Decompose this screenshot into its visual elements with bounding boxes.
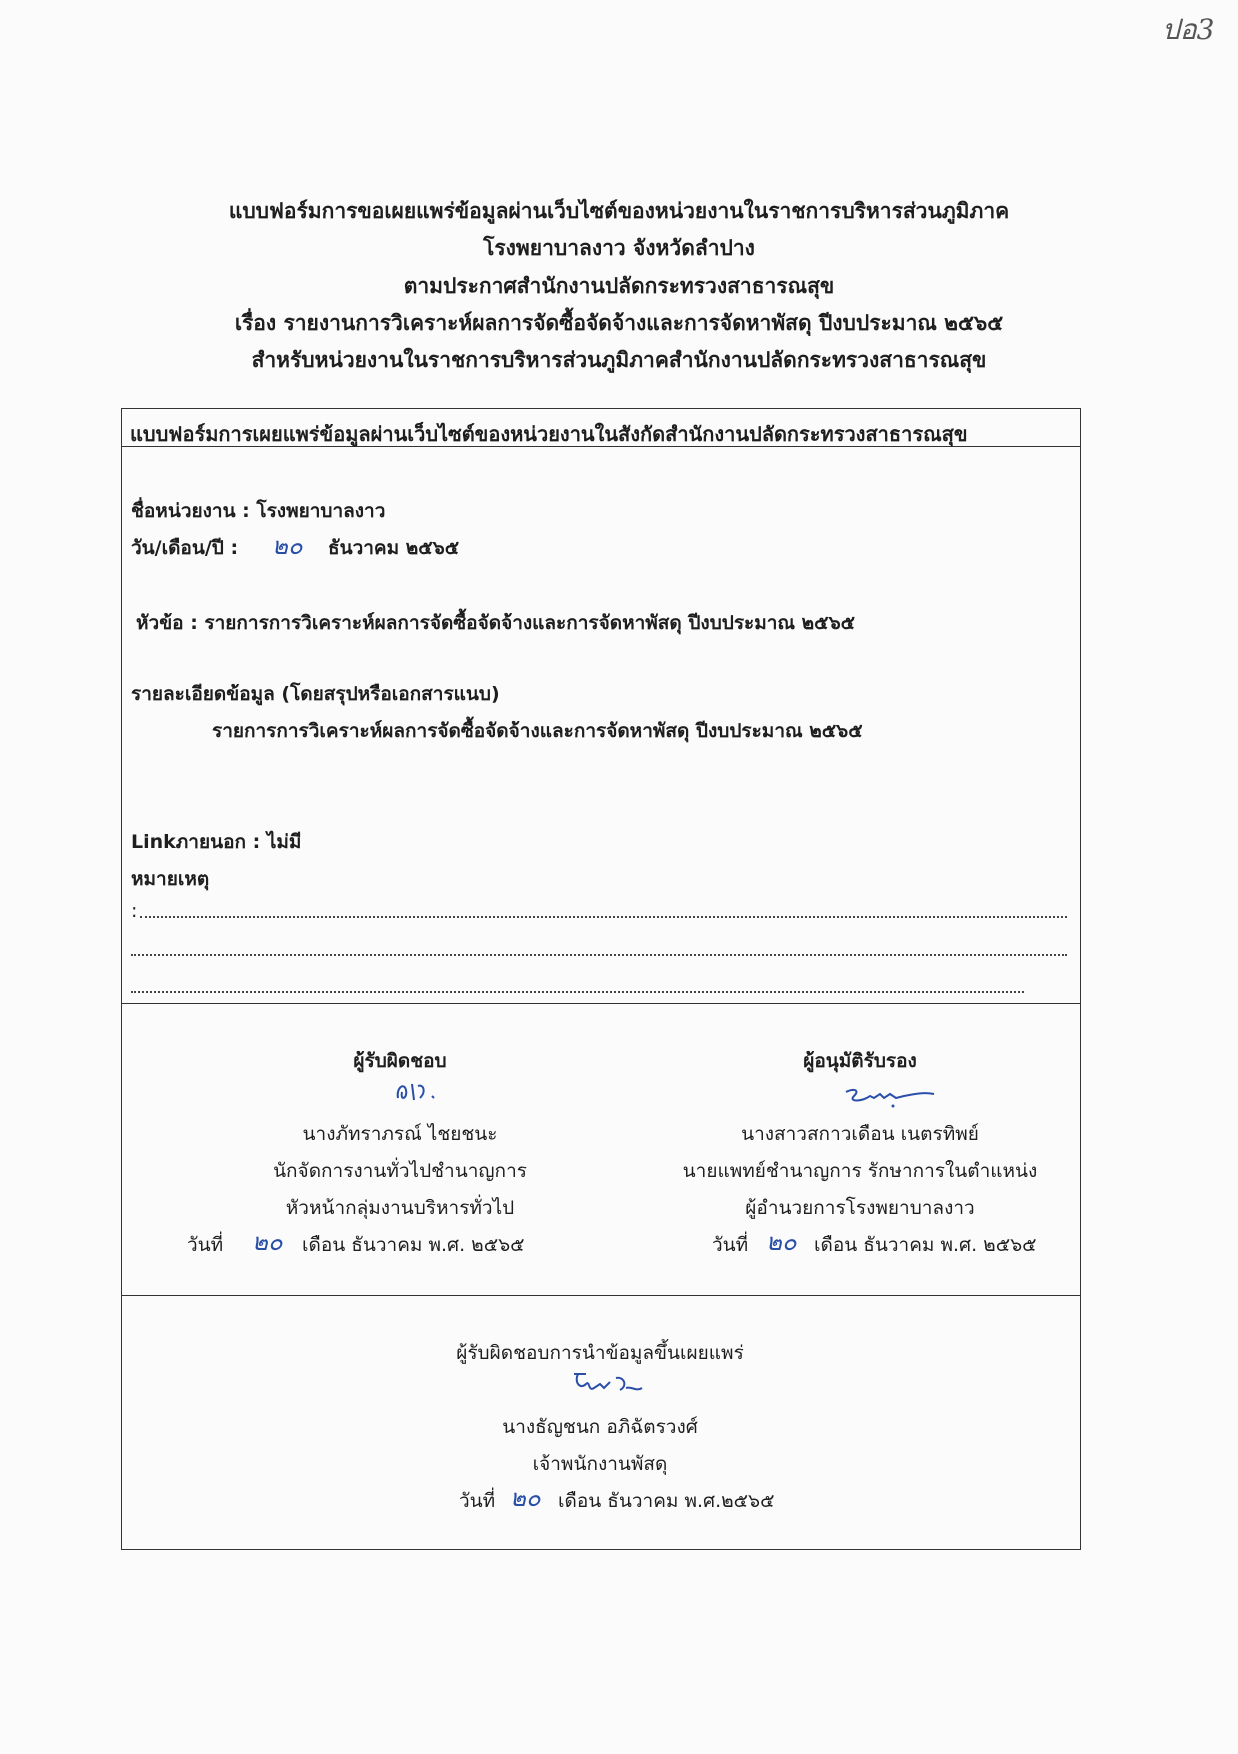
external-link-line: Linkภายนอก : ไม่มี	[131, 831, 302, 853]
responsible-date-handwritten: ๒๐	[252, 1228, 283, 1256]
publisher-date-prefix: วันที่	[459, 1490, 496, 1512]
publisher-title: ผู้รับผิดชอบการนำข้อมูลขึ้นเผยแพร่	[456, 1342, 744, 1364]
approver-date-rest: เดือน ธันวาคม พ.ศ. ๒๕๖๕	[814, 1234, 1037, 1256]
topic-line: หัวข้อ : รายการการวิเคราะห์ผลการจัดซื้อจัดจ้างและการจัดหาพัสดุ ปีงบประมาณ ๒๕๖๕	[136, 612, 856, 634]
date-label: วัน/เดือน/ปี :	[131, 537, 239, 559]
responsible-name: นางภัทราภรณ์ ไชยชนะ	[302, 1123, 498, 1145]
header-line-1: แบบฟอร์มการขอเผยแพร่ข้อมูลผ่านเว็บไซต์ของหน่วยงานในราชการบริหารส่วนภูมิภาค	[228, 199, 1010, 223]
detail-label: รายละเอียดข้อมูล (โดยสรุปหรือเอกสารแนบ)	[131, 683, 500, 705]
header-line-3: ตามประกาศสำนักงานปลัดกระทรวงสาธารณสุข	[403, 274, 835, 298]
detail-text: รายการการวิเคราะห์ผลการจัดซื้อจัดจ้างและการจัดหาพัสดุ ปีงบประมาณ ๒๕๖๕	[212, 720, 863, 742]
approver-title: ผู้อนุมัติรับรอง	[803, 1050, 917, 1072]
approver-signature	[840, 1084, 940, 1110]
remark-dotted-line-2	[131, 954, 1067, 956]
section-divider-2	[121, 1295, 1081, 1296]
approver-name: นางสาวสกาวเดือน เนตรทิพย์	[741, 1123, 979, 1145]
publisher-name: นางธัญชนก อภิฉัตรวงศ์	[502, 1416, 698, 1438]
publisher-position: เจ้าพนักงานพัสดุ	[532, 1453, 668, 1475]
section-divider-1	[121, 1003, 1081, 1004]
header-line-4: เรื่อง รายงานการวิเคราะห์ผลการจัดซื้อจัดจ้างและการจัดหาพัสดุ ปีงบประมาณ ๒๕๖๕	[234, 311, 1004, 335]
approver-position-1: นายแพทย์ชำนาญการ รักษาการในตำแหน่ง	[682, 1160, 1038, 1182]
responsible-title: ผู้รับผิดชอบ	[353, 1050, 447, 1072]
date-month-year: ธันวาคม ๒๕๖๕	[328, 537, 460, 559]
remark-dotted-line-1	[140, 916, 1067, 918]
approver-date-prefix: วันที่	[712, 1234, 749, 1256]
header-line-5: สำหรับหน่วยงานในราชการบริหารส่วนภูมิภาคสำนักงานปลัดกระทรวงสาธารณสุข	[251, 348, 987, 372]
header-line-2: โรงพยาบาลงาว จังหวัดลำปาง	[483, 236, 755, 260]
publisher-signature	[566, 1368, 650, 1398]
agency-line: ชื่อหน่วยงาน : โรงพยาบาลงาว	[131, 500, 386, 522]
responsible-date-prefix: วันที่	[187, 1234, 224, 1256]
approver-date-handwritten: ๒๐	[766, 1228, 797, 1256]
remark-dotted-line-3	[131, 991, 1024, 993]
date-day-handwritten: ๒๐	[272, 532, 303, 560]
responsible-position-1: นักจัดการงานทั่วไปชำนาญการ	[273, 1160, 527, 1182]
responsible-date-rest: เดือน ธันวาคม พ.ศ. ๒๕๖๕	[302, 1234, 525, 1256]
responsible-position-2: หัวหน้ากลุ่มงานบริหารทั่วไป	[285, 1197, 515, 1219]
form-box-title: แบบฟอร์มการเผยแพร่ข้อมูลผ่านเว็บไซต์ของหน่วยงานในสังกัดสำนักงานปลัดกระทรวงสาธารณสุข	[130, 422, 968, 446]
responsible-signature	[390, 1076, 446, 1106]
remark-label: หมายเหตุ	[131, 868, 210, 890]
publisher-date-rest: เดือน ธันวาคม พ.ศ.๒๕๖๕	[558, 1490, 775, 1512]
corner-handwritten-mark: ปอ3	[1162, 13, 1215, 46]
publisher-date-handwritten: ๒๐	[510, 1484, 541, 1512]
remark-colon: :	[131, 900, 138, 922]
approver-position-2: ผู้อำนวยการโรงพยาบาลงาว	[745, 1197, 975, 1219]
